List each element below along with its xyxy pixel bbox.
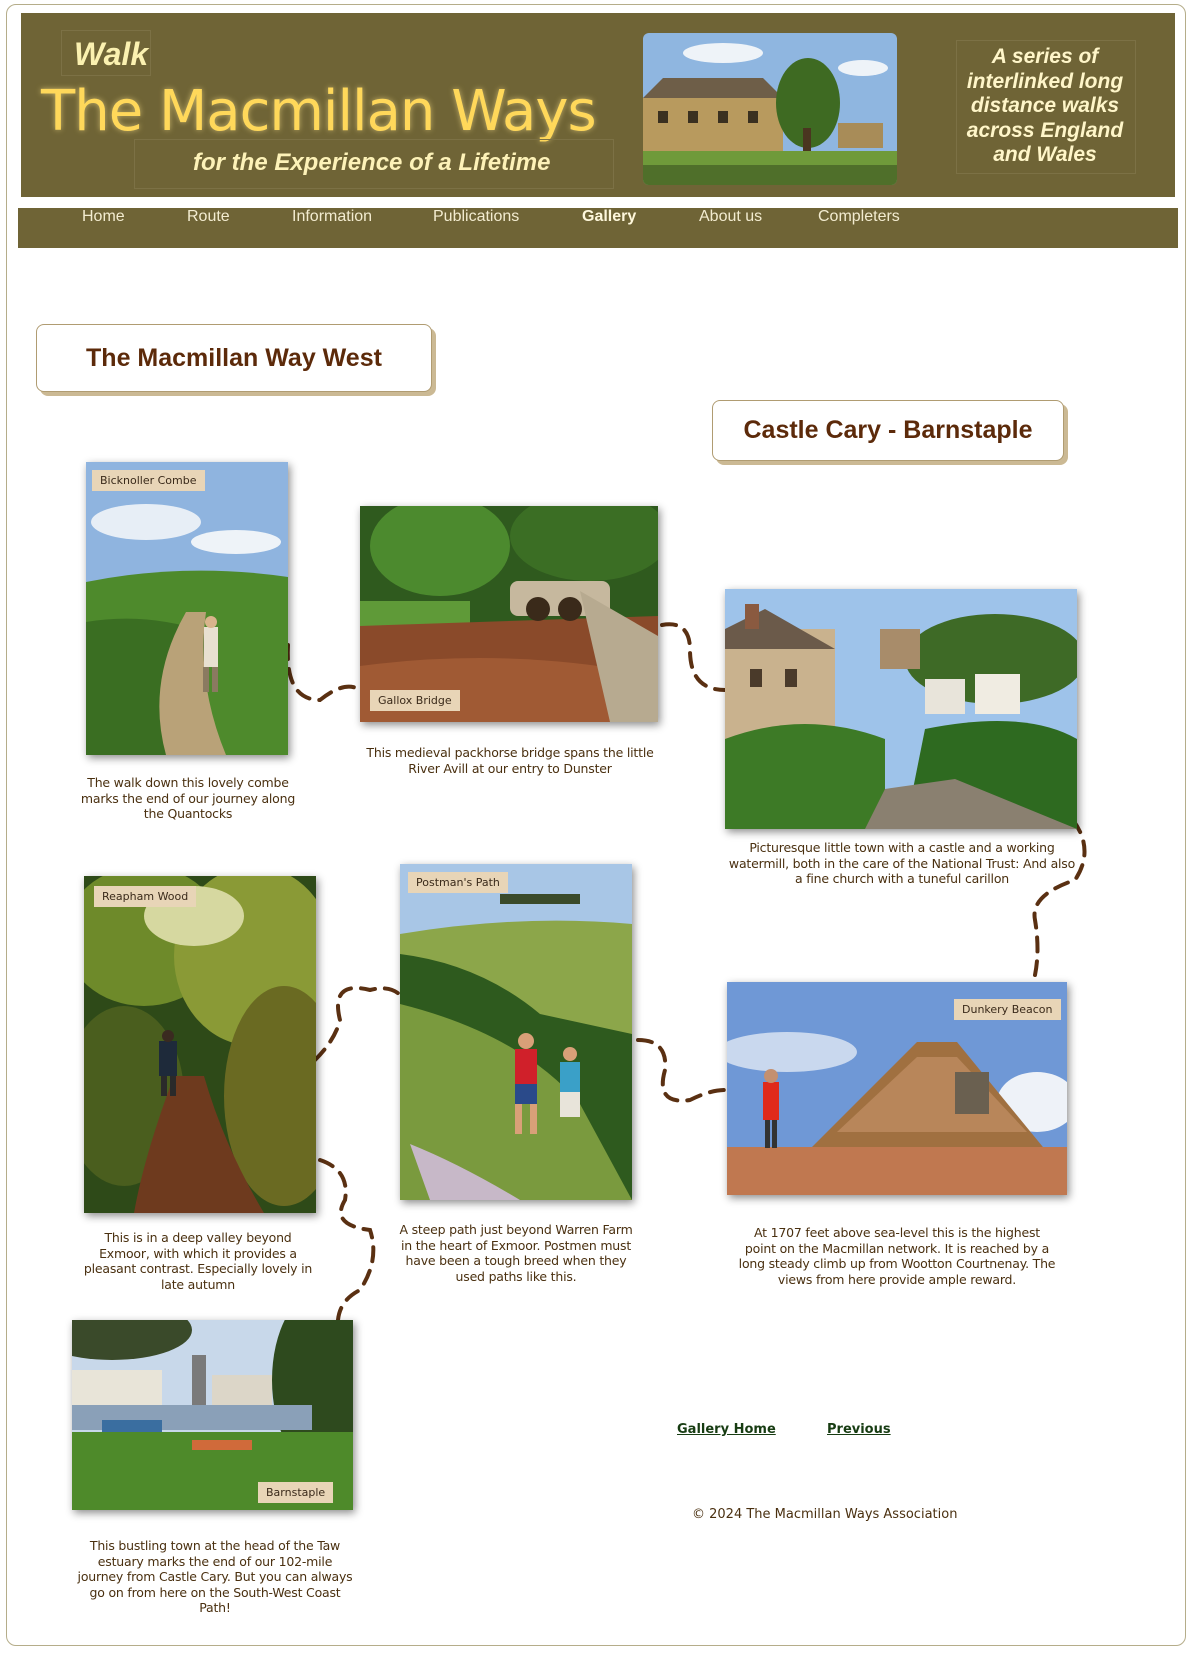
- header-banner: [21, 13, 1175, 197]
- nav-information[interactable]: Information: [292, 208, 373, 225]
- nav-route[interactable]: Route: [187, 208, 230, 225]
- site-title[interactable]: The Macmillan Ways: [41, 79, 596, 144]
- photo-label: Barnstaple: [258, 1482, 333, 1503]
- photo-caption: A steep path just beyond Warren Farm in the heart of Exmoor. Postmen must have been a tough breed when they used paths like this.: [399, 1222, 633, 1284]
- copyright-notice: © 2024 The Macmillan Ways Association: [692, 1507, 958, 1522]
- nav-home[interactable]: Home: [82, 208, 125, 225]
- photo-dunster[interactable]: [725, 589, 1077, 829]
- photo-barnstaple[interactable]: [72, 1320, 353, 1510]
- photo-label: Gallox Bridge: [370, 690, 460, 711]
- main-nav: [18, 208, 1178, 248]
- photo-dunkery-beacon[interactable]: [727, 982, 1067, 1195]
- page-heading: The Macmillan Way West: [36, 324, 432, 392]
- photo-postmans-path[interactable]: [400, 864, 632, 1200]
- photo-caption: This is in a deep valley beyond Exmoor, with which it provides a pleasant contrast. Especially lovely in late autumn: [83, 1230, 313, 1292]
- photo-gallox-bridge[interactable]: [360, 506, 658, 722]
- photo-bicknoller-combe[interactable]: [86, 462, 288, 755]
- gallery-home-link[interactable]: Gallery Home: [677, 1422, 776, 1437]
- nav-about-us[interactable]: About us: [699, 208, 763, 225]
- photo-caption: The walk down this lovely combe marks the end of our journey along the Quantocks: [80, 775, 296, 821]
- photo-caption: Picturesque little town with a castle and a working watermill, both in the care of the National Trust: And also a fine church with a tuneful carillon: [728, 840, 1076, 886]
- photo-label: Dunkery Beacon: [954, 999, 1061, 1020]
- site-tagline: for the Experience of a Lifetime: [193, 149, 551, 176]
- photo-label: Postman's Path: [408, 872, 508, 893]
- banner-village-photo: [643, 33, 897, 185]
- photo-caption: At 1707 feet above sea-level this is the highest point on the Macmillan network. It is reached by a long steady climb up from Wootton Courtnenay. The views from here provide ample reward.: [738, 1225, 1056, 1287]
- previous-link[interactable]: Previous: [827, 1422, 891, 1437]
- photo-label: Bicknoller Combe: [92, 470, 205, 491]
- route-subheading: Castle Cary - Barnstaple: [712, 400, 1064, 461]
- walk-logo: Walk: [61, 30, 151, 76]
- nav-gallery[interactable]: Gallery: [582, 208, 637, 225]
- nav-completers[interactable]: Completers: [818, 208, 900, 225]
- series-description: A series of interlinked long distance walks across England and Wales: [966, 45, 1124, 166]
- nav-publications[interactable]: Publications: [433, 208, 520, 225]
- photo-label: Reapham Wood: [94, 886, 196, 907]
- photo-reapham-wood[interactable]: [84, 876, 316, 1213]
- photo-caption: This bustling town at the head of the Taw estuary marks the end of our 102-mile journey from Castle Cary. But you can always go on from here on the South-West Coast Path!: [77, 1538, 353, 1615]
- photo-caption: This medieval packhorse bridge spans the little River Avill at our entry to Dunster: [366, 745, 654, 776]
